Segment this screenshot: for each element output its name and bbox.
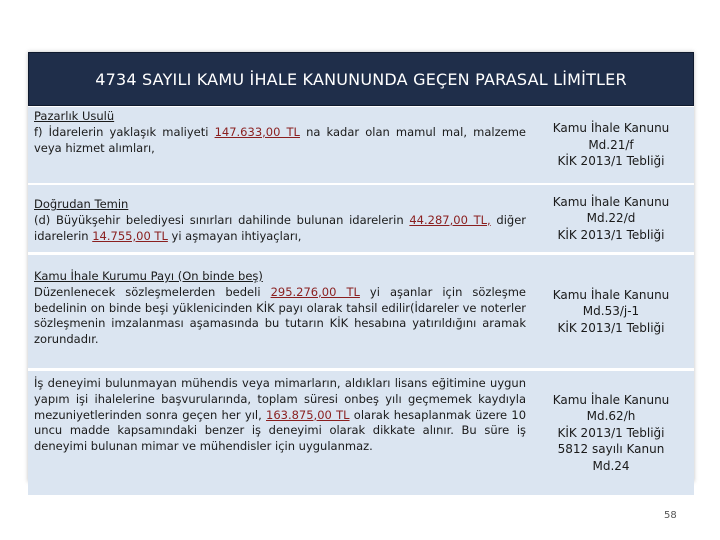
reference-line: Md.22/d [586,211,636,226]
row-reference [534,185,688,252]
reference-line: Kamu İhale Kanunu [552,121,670,136]
reference-line: KİK 2013/1 Tebliği [557,227,665,242]
text-segment: f) İdarelerin yaklaşık maliyeti [34,124,215,139]
slide-frame [28,52,694,482]
row-description [34,371,526,495]
amount: 295.276,00 TL [270,284,360,299]
table-row [28,107,694,183]
text-segment: Düzenlenecek sözleşmelerden bedeli [34,284,271,299]
text-segment: na kadar olan mamul mal, malzeme veya hizmet alımları, [34,124,526,155]
amount: 147.633,00 TL [214,124,300,139]
amount: 44.287,00 TL, [409,212,491,227]
reference-line: KİK 2013/1 Tebliği [557,425,665,440]
row-heading: Pazarlık Usulü [34,109,115,123]
row-heading: Kamu İhale Kurumu Payı (On binde beş) [34,269,263,283]
text-segment: yi aşanlar için sözleşme bedelinin on binde beşi yüklenicinden KİK payı olarak tahsil edilir(İdareler ve noterler sözleşmenin imzalanması aşamasında bu tutarın KİK hesabına yatırıldığını aramak zorundadır. [34,284,527,347]
reference-line: Kamu İhale Kanunu [552,194,670,209]
row-heading: Doğrudan Temin [34,197,129,211]
row-reference [534,371,688,495]
row-description [34,255,526,368]
slide-title: 4734 SAYILI KAMU İHALE KANUNUNDA GEÇEN PARASAL LİMİTLER [95,69,627,89]
text-segment: yi aşmayan ihtiyaçları, [167,228,302,243]
reference-line: Kamu İhale Kanunu [552,392,670,407]
text-segment: İş deneyimi bulunmayan mühendis veya mimarların, aldıkları lisans eğitimine uygun yapım işi ihalelerine başvurularında, toplam süresi onbeş yılı geçmemek kaydıyla mezuniyetlerinden sonra geçen her yıl, [34,376,526,422]
row-reference [534,107,688,183]
row-reference [534,255,688,368]
reference-line: Md.21/f [588,137,634,152]
reference-line: Md.24 [592,458,630,473]
reference-line: Kamu İhale Kanunu [552,287,670,302]
row-description [34,107,526,183]
title-bar [28,52,694,106]
reference-line: Md.62/h [586,409,636,424]
table-row [28,185,694,252]
reference-line: 5812 sayılı Kanun [557,442,665,457]
row-text [34,376,526,455]
reference-line: KİK 2013/1 Tebliği [557,320,665,335]
table-row [28,371,694,495]
row-description [34,185,526,252]
amount: 14.755,00 TL [92,228,168,243]
amount: 163.875,00 TL [266,407,350,422]
text-segment: (d) Büyükşehir belediyesi sınırları dahilinde bulunan idarelerin [34,212,410,227]
row-text [34,125,526,157]
table-row [28,255,694,368]
text-segment: diğer idarelerin [34,212,526,243]
row-text [34,213,526,245]
reference-line: Md.53/j-1 [582,304,640,319]
row-text [34,285,526,348]
text-segment: olarak hesaplanmak üzere 10 uncu madde kapsamındaki benzer iş deneyimi olarak dikkate alınır. Bu süre iş deneyimi bulunan mimar ve mühendisler için uygulanmaz. [34,407,527,454]
page-number: 58 [664,510,677,521]
reference-line: KİK 2013/1 Tebliği [557,154,665,169]
